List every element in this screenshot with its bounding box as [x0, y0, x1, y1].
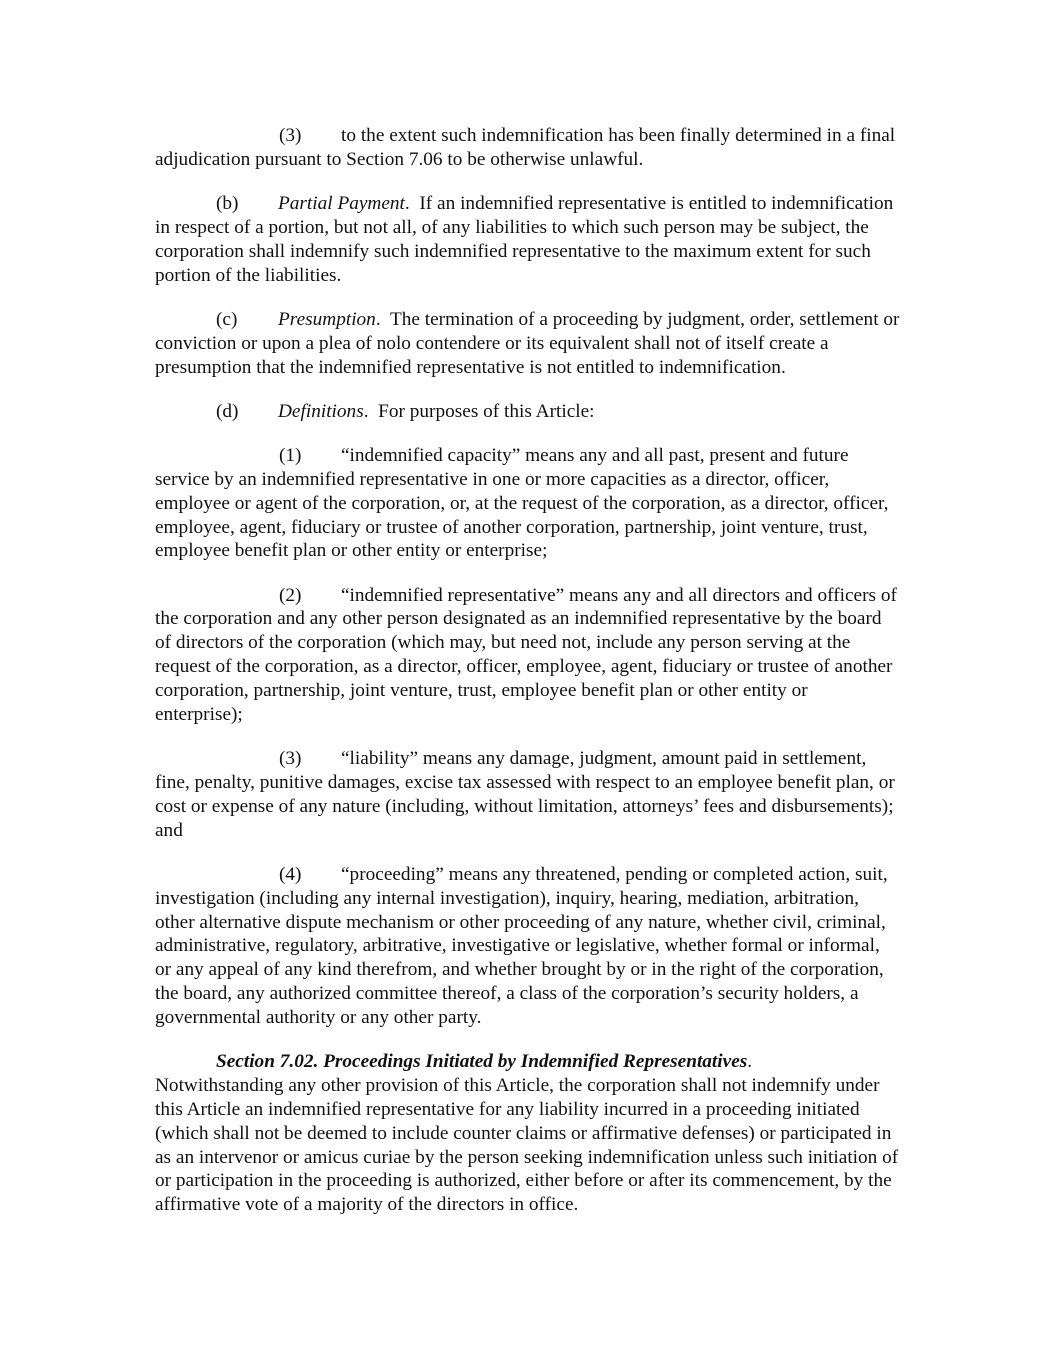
- paragraph-d1: [155, 444, 900, 563]
- section-heading: Section 7.02. Proceedings Initiated by Indemnified Representatives: [216, 1051, 748, 1073]
- section-7-02: Section 7.02. Proceedings Initiated by Indemnified Representatives. Notwithstanding any other provision of this Article, the corporation shall not indemnify under this Article an indemnified representative for any liability incurred in a proceeding initiated (which shall not be deemed to include counter claims or affirmative defenses) or participated in as an intervenor or amicus curiae by the person seeking indemnification unless such initiation of or participation in the proceeding is authorized, either before or after its commencement, by the affirmative vote of a majority of the directors in office.: [155, 1051, 899, 1216]
- paragraph-d2: [155, 584, 900, 727]
- paragraph-c: (c) Presumption. The termination of a proceeding by judgment, order, settlement or conviction or upon a plea of nolo contendere or its equivalent shall not of itself create a presumption that the indemnified representative is not entitled to indemnification.: [155, 308, 900, 378]
- paragraph-d3: [155, 747, 900, 842]
- section-text: Notwithstanding any other provision of this Article, the corporation shall not indemnify under this Article an indemnified representative for any liability incurred in a proceeding initiated (which shall not be deemed to include counter claims or affirmative defenses) or participated in as an intervenor or amicus curiae by the person seeking indemnification unless such initiation of or participation in the proceeding is authorized, either before or after its commencement, by the affirmative vote of a majority of the directors in office.: [155, 1074, 899, 1216]
- paragraph-number: (3): [279, 125, 302, 146]
- paragraph-number: (4): [279, 863, 302, 885]
- paragraph-text: “indemnified representative” means any and all directors and officers of the corporation and any other person designated as an indemnified representative by the board of directors of the corporation (which may, but need not, include any person serving at the request of the corporation, as a director, officer, employee, agent, fiduciary or trustee of another corporation, partnership, joint venture, trust, employee benefit plan or other entity or enterprise);: [155, 584, 897, 725]
- paragraph-text: “indemnified capacity” means any and all past, present and future service by an indemnified representative in one or more capacities as a director, officer, employee or agent of the corporation, or, at the request of the corporation, as a director, officer, employee, agent, fiduciary or trustee of another corporation, partnership, joint venture, trust, employee benefit plan or other entity or enterprise;: [155, 445, 889, 562]
- paragraph-text: “proceeding” means any threatened, pending or completed action, suit, investigation (including any internal investigation), inquiry, hearing, mediation, arbitration, other alternative dispute mechanism or other proceeding of any nature, whether civil, criminal, administrative, regulatory, arbitrative, investigative or legislative, whether formal or informal, or any appeal of any kind therefrom, and whether brought by or in the right of the corporation, the board, any authorized committee thereof, a class of the corporation’s security holders, a governmental authority or any other party.: [155, 863, 888, 1028]
- paragraph-caption: Partial Payment: [278, 193, 405, 215]
- paragraph-d: (d) Definitions. For purposes of this Article:: [216, 400, 595, 422]
- paragraph-number: (d): [216, 400, 239, 422]
- paragraph-number: (3): [279, 748, 302, 770]
- paragraph-a3: [155, 124, 900, 172]
- paragraph-text: to the extent such indemnification has been finally determined in a final adjudication pursuant to Section 7.06 to be otherwise unlawful.: [155, 125, 896, 170]
- paragraph-text: If an indemnified representative is entitled to indemnification in respect of a portion, but not all, of any liabilities to which such person may be subject, the corporation shall indemnify such indemnified representative to the maximum extent for such portion of the liabilities.: [155, 193, 894, 286]
- paragraph-number: (b): [216, 193, 239, 215]
- paragraph-text: The termination of a proceeding by judgment, order, settlement or conviction or upon a plea of nolo contendere or its equivalent shall not of itself create a presumption that the indemnified representative is not entitled to indemnification.: [155, 308, 900, 378]
- paragraph-number: (c): [216, 308, 238, 330]
- paragraph-caption: Definitions: [278, 400, 364, 422]
- paragraph-number: (1): [279, 445, 302, 466]
- paragraph-d4: [155, 863, 900, 1030]
- paragraph-text: For purposes of this Article:: [378, 400, 595, 422]
- paragraph-caption: Presumption: [278, 308, 376, 330]
- paragraph-text: “liability” means any damage, judgment, amount paid in settlement, fine, penalty, punitive damages, excise tax assessed with respect to an employee benefit plan, or cost or expense of any nature (including, without limitation, attorneys’ fees and disbursements); and: [155, 748, 895, 841]
- document-page: [155, 124, 900, 1237]
- paragraph-b: (b) Partial Payment. If an indemnified representative is entitled to indemnification in respect of a portion, but not all, of any liabilities to which such person may be subject, the corporation shall indemnify such indemnified representative to the maximum extent for such portion of the liabilities.: [155, 193, 894, 286]
- paragraph-number: (2): [279, 584, 302, 606]
